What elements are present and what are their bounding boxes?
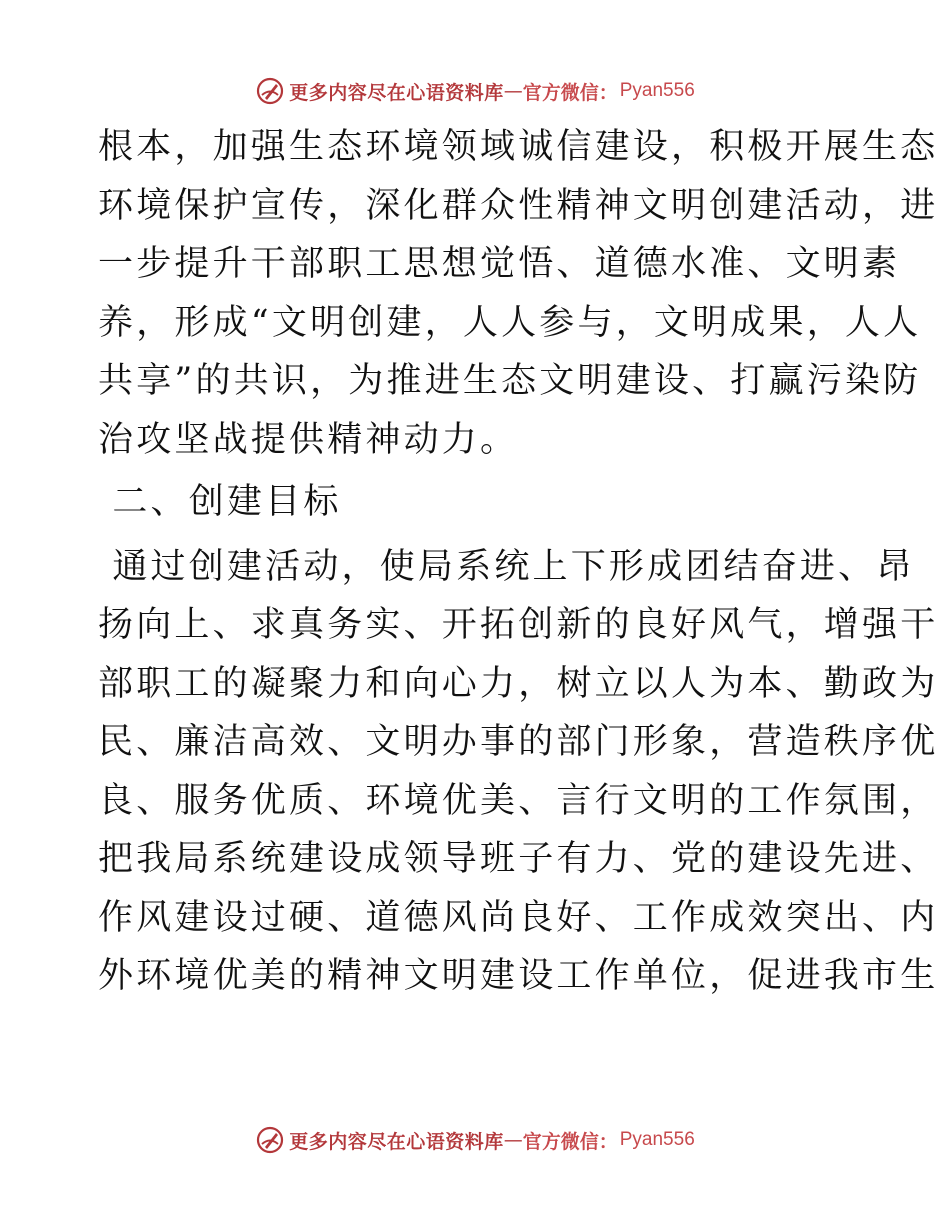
text-line: 民、廉洁高效、文明办事的部门形象，营造秩序优: [98, 722, 939, 762]
book-pen-logo-icon: [255, 1125, 285, 1155]
text-line: 治攻坚战提供精神动力。: [98, 419, 519, 460]
header-watermark: [0, 74, 950, 108]
watermark-separator: —: [503, 1129, 523, 1151]
watermark-separator: —: [503, 80, 523, 102]
text-line: 根本，加强生态环境领域诚信建设，积极开展生态: [98, 127, 939, 167]
text-line: 把我局系统建设成领导班子有力、党的建设先进、: [98, 839, 939, 879]
text-line: 养，形成“文明创建，人人参与，文明成果，人人: [98, 302, 922, 343]
text-line: 外环境优美的精神文明建设工作单位，促进我市生: [98, 956, 939, 996]
text-line: 共享”的共识，为推进生态文明建设、打赢污染防: [98, 361, 922, 401]
text-line: 部职工的凝聚力和向心力，树立以人为本、勤政为: [98, 663, 939, 704]
watermark-id: Pyan556: [619, 80, 695, 101]
book-pen-logo-icon: [255, 76, 285, 106]
text-line: 作风建设过硬、道德风尚良好、工作成效突出、内: [98, 897, 939, 938]
watermark-label: 官方微信：: [522, 81, 618, 104]
text-line: 一步提升干部职工思想觉悟、道德水准、文明素: [98, 244, 901, 284]
watermark-id: Pyan556: [619, 1129, 695, 1150]
watermark-text: 更多内容尽在心语资料库: [289, 1130, 504, 1153]
text-line: 环境保护宣传，深化群众性精神文明创建活动，进: [98, 185, 939, 226]
text-line: 通过创建活动，使局系统上下形成团结奋进、昂: [98, 546, 915, 587]
document-body: [98, 118, 939, 1006]
text-line: 良、服务优质、环境优美、言行文明的工作氛围，: [98, 780, 939, 821]
section-heading: 二、创建目标: [98, 482, 342, 522]
text-line: 扬向上、求真务实、开拓创新的良好风气，增强干: [98, 605, 939, 645]
watermark-text: 更多内容尽在心语资料库: [289, 81, 504, 104]
watermark-label: 官方微信：: [522, 1130, 618, 1153]
footer-watermark: [0, 1123, 950, 1157]
paragraph-goals: [98, 538, 939, 1006]
paragraph-intro: [98, 118, 939, 469]
